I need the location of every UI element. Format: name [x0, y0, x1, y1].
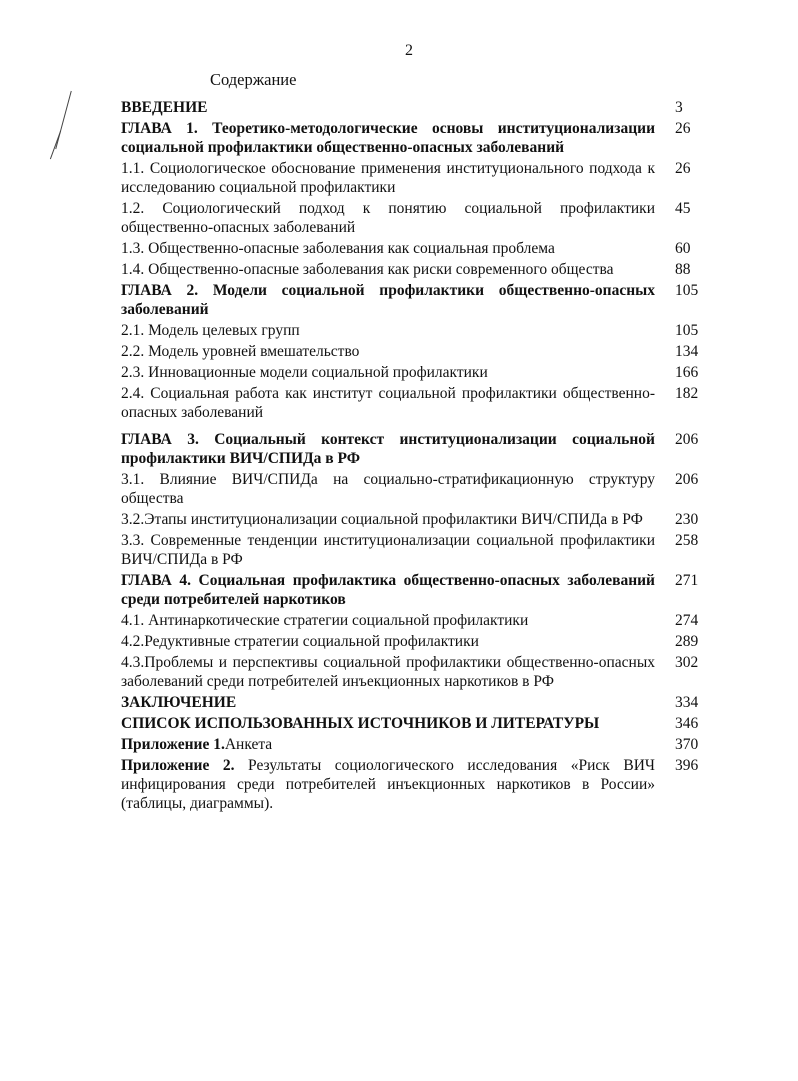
entry-page: 346: [675, 715, 699, 732]
entry-title: 2.1. Модель целевых групп: [121, 322, 300, 339]
entry-title: ЗАКЛЮЧЕНИЕ: [121, 694, 237, 711]
scan-mark: [55, 91, 71, 149]
entry-page: 3: [675, 99, 683, 116]
table-of-contents: [121, 98, 711, 815]
toc-entry-1-4: [121, 260, 711, 279]
entry-title: 1.4. Общественно-опасные заболевания как риски современного общества: [121, 261, 614, 278]
toc-entry-appendix-2: [121, 756, 711, 813]
toc-entry-3-2: [121, 510, 711, 529]
entry-page: 289: [675, 633, 699, 650]
toc-entry-chapter-1: [121, 119, 711, 157]
scan-mark: [50, 131, 61, 160]
toc-entry-introduction: [121, 98, 711, 117]
entry-page: 258: [675, 532, 699, 549]
entry-page: 230: [675, 511, 699, 528]
entry-page: 26: [675, 160, 691, 177]
page-number: 2: [405, 42, 413, 59]
toc-entry-appendix-1: [121, 735, 711, 754]
toc-entry-2-1: [121, 321, 711, 340]
entry-title: 2.4. Социальная работа как институт социальной профилактики общественно-опасных заболеваний: [121, 385, 655, 421]
entry-title: СПИСОК ИСПОЛЬЗОВАННЫХ ИСТОЧНИКОВ И ЛИТЕРАТУРЫ: [121, 715, 600, 732]
toc-entry-conclusion: [121, 693, 711, 712]
entry-title: 1.3. Общественно-опасные заболевания как социальная проблема: [121, 240, 555, 257]
entry-page: 302: [675, 654, 699, 671]
entry-title: ГЛАВА 2. Модели социальной профилактики общественно-опасных заболеваний: [121, 282, 655, 318]
toc-entry-chapter-2: [121, 281, 711, 319]
entry-title: 4.1. Антинаркотические стратегии социальной профилактики: [121, 612, 529, 629]
entry-title: ГЛАВА 1. Теоретико-методологические основы институционализации социальной профилактики общественно-опасных заболеваний: [121, 120, 655, 156]
entry-title: 2.3. Инновационные модели социальной профилактики: [121, 364, 488, 381]
toc-entry-chapter-3: [121, 430, 711, 468]
entry-page: 105: [675, 322, 699, 339]
entry-title: ВВЕДЕНИЕ: [121, 99, 208, 116]
entry-page: 206: [675, 431, 699, 448]
toc-heading: Содержание: [210, 70, 297, 89]
toc-entry-chapter-4: [121, 571, 711, 609]
toc-entry-4-1: [121, 611, 711, 630]
entry-title: 4.3.Проблемы и перспективы социальной профилактики общественно-опасных заболеваний среди потребителей инъекционных наркотиков в РФ: [121, 654, 655, 690]
toc-entry-3-3: [121, 531, 711, 569]
toc-entry-2-4: [121, 384, 711, 422]
toc-entry-1-2: [121, 199, 711, 237]
entry-title: Приложение 1.Анкета: [121, 736, 273, 753]
toc-entry-references: [121, 714, 711, 733]
entry-title: 3.2.Этапы институционализации социальной профилактики ВИЧ/СПИДа в РФ: [121, 511, 643, 528]
entry-page: 105: [675, 282, 699, 299]
entry-title: 3.3. Современные тенденции институционализации социальной профилактики ВИЧ/СПИДа в РФ: [121, 532, 655, 568]
toc-entry-3-1: [121, 470, 711, 508]
entry-page: 370: [675, 736, 699, 753]
entry-page: 274: [675, 612, 699, 629]
toc-entry-1-3: [121, 239, 711, 258]
entry-title: Приложение 2. Результаты социологического исследования «Риск ВИЧ инфицирования среди потребителей инъекционных наркотиков в России» (таблицы, диаграммы).: [121, 757, 655, 812]
entry-page: 134: [675, 343, 699, 360]
entry-title: 2.2. Модель уровней вмешательство: [121, 343, 360, 360]
entry-page: 334: [675, 694, 699, 711]
entry-title: 3.1. Влияние ВИЧ/СПИДа на социально-стратификационную структуру общества: [121, 471, 655, 507]
entry-page: 60: [675, 240, 691, 257]
entry-page: 166: [675, 364, 699, 381]
entry-page: 45: [675, 200, 691, 217]
toc-entry-4-3: [121, 653, 711, 691]
entry-title: 1.1. Социологическое обоснование применения институционального подхода к исследованию социальной профилактики: [121, 160, 655, 196]
entry-title: 1.2. Социологический подход к понятию социальной профилактики общественно-опасных заболеваний: [121, 200, 655, 236]
entry-page: 88: [675, 261, 691, 278]
entry-title: 4.2.Редуктивные стратегии социальной профилактики: [121, 633, 479, 650]
toc-entry-2-2: [121, 342, 711, 361]
entry-title: ГЛАВА 4. Социальная профилактика общественно-опасных заболеваний среди потребителей наркотиков: [121, 572, 655, 608]
entry-page: 396: [675, 757, 699, 774]
entry-page: 206: [675, 471, 699, 488]
toc-entry-1-1: [121, 159, 711, 197]
toc-entry-4-2: [121, 632, 711, 651]
entry-page: 271: [675, 572, 699, 589]
entry-title: ГЛАВА 3. Социальный контекст институционализации социальной профилактики ВИЧ/СПИДа в РФ: [121, 431, 655, 467]
entry-page: 182: [675, 385, 699, 402]
toc-entry-2-3: [121, 363, 711, 382]
entry-page: 26: [675, 120, 691, 137]
